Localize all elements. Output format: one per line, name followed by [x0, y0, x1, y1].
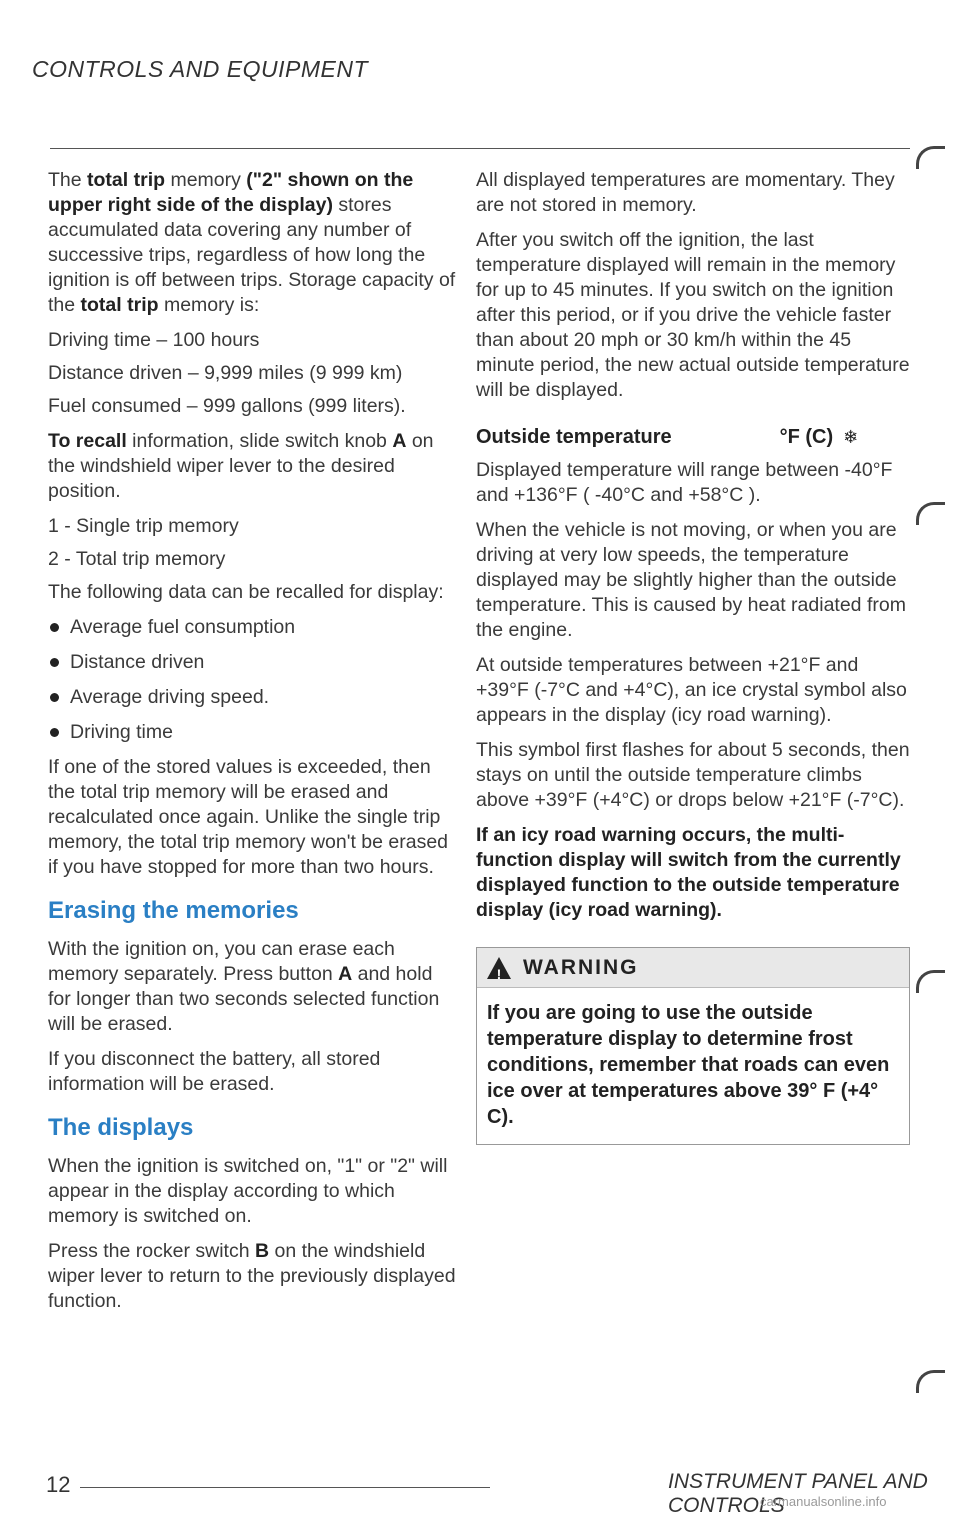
- text-span: on the windshield wiper lever to the desired position.: [48, 430, 434, 502]
- capacity-fuel: Fuel consumed – 999 gallons (999 liters).: [48, 395, 406, 417]
- temperature-units: °F (C): [779, 426, 834, 448]
- text-span: information, slide switch knob: [126, 430, 393, 452]
- warning-box: [476, 947, 910, 1145]
- capacity-distance: Distance driven – 9,999 miles (9 999 km): [48, 362, 403, 384]
- footer-title: INSTRUMENT PANEL AND CONTROLS: [668, 1470, 928, 1517]
- bold-term: To recall: [48, 430, 127, 452]
- rocker-paragraph: [48, 1239, 458, 1314]
- exceed-paragraph: If one of the stored values is exceeded, then the total trip memory will be erased and recalculated once again. Unlike the single trip memory, the total trip memory won't be erased if you have stopped for more than two hours.: [48, 756, 449, 878]
- recall-list: [48, 615, 458, 745]
- text-span: and hold for longer than two seconds selected function will be erased.: [48, 963, 440, 1035]
- erase-paragraph: [48, 937, 458, 1037]
- header-rule: [50, 148, 910, 149]
- page-number: 12: [46, 1472, 71, 1497]
- list-item: Driving time: [48, 720, 458, 745]
- memory-paragraph: After you switch off the ignition, the last temperature displayed will remain in the memory for up to 45 minutes. If you switch on the ignition after this period, or if you drive the vehicle faster than about 20 mph or 30 km/h within the 45 minute period, the new actual outside temperature will be displayed.: [476, 229, 910, 401]
- warning-label: WARNING: [523, 956, 639, 979]
- text-span: on the windshield wiper lever to return to the previously displayed function.: [48, 1240, 456, 1312]
- recall-list-intro: The following data can be recalled for display:: [48, 581, 444, 603]
- warning-body: If you are going to use the outside temperature display to determine frost conditions, remember that roads can even ice over at temperatures above 39° F (+4° C).: [487, 1002, 890, 1128]
- ice-paragraph: At outside temperatures between +21°F and +39°F (-7°C and +4°C), an ice crystal symbol also appears in the display (icy road warning).: [476, 654, 907, 726]
- recall-paragraph: [48, 429, 458, 504]
- bold-term: A: [392, 430, 407, 452]
- corner-mark: [916, 502, 945, 525]
- ice-crystal-icon: ❄: [843, 427, 859, 447]
- list-item: Average fuel consumption: [48, 615, 458, 640]
- flash-paragraph: This symbol first flashes for about 5 seconds, then stays on until the outside temperature climbs above +39°F (+4°C) or drops below +21°F (-7°C).: [476, 739, 910, 811]
- text-span: Press the rocker switch: [48, 1240, 255, 1262]
- option-total-trip: 2 - Total trip memory: [48, 548, 226, 570]
- displays-heading: The displays: [48, 1114, 194, 1141]
- text-span: The: [48, 169, 88, 191]
- warning-header: [477, 948, 909, 988]
- text-span: stores accumulated data covering any number of successive trips, regardless of how long the ignition is off between trips. Storage capacity of the: [48, 194, 456, 316]
- option-single-trip: 1 - Single trip memory: [48, 515, 239, 537]
- momentary-paragraph: All displayed temperatures are momentary. They are not stored in memory.: [476, 169, 895, 216]
- text-span: memory: [165, 169, 247, 191]
- bold-term: ("2" shown on the upper right side of the display): [48, 169, 414, 216]
- bold-term: total trip: [87, 169, 166, 191]
- warning-icon: !: [487, 957, 511, 979]
- outside-temperature-heading: [476, 425, 910, 450]
- moving-paragraph: When the vehicle is not moving, or when you are driving at very low speeds, the temperature displayed may be slightly higher than the outside temperature. This is caused by heat radiated from the engine.: [476, 519, 906, 641]
- heading-text: Outside temperature: [476, 426, 672, 448]
- bold-term: total trip: [80, 294, 159, 316]
- text-span: With the ignition on, you can erase each memory separately. Press button: [48, 938, 395, 985]
- displays-paragraph: When the ignition is switched on, "1" or "2" will appear in the display according to which memory is switched on.: [48, 1155, 448, 1227]
- total-trip-paragraph: [48, 168, 458, 318]
- running-header: CONTROLS AND EQUIPMENT: [32, 56, 369, 82]
- footer-rule: [80, 1487, 490, 1488]
- text-span: memory is:: [158, 294, 260, 316]
- battery-paragraph: If you disconnect the battery, all stored information will be erased.: [48, 1048, 381, 1095]
- left-column: [48, 168, 458, 1324]
- erasing-heading: Erasing the memories: [48, 897, 299, 924]
- list-item: Distance driven: [48, 650, 458, 675]
- bold-term: A: [338, 963, 353, 985]
- corner-mark: [916, 1370, 945, 1393]
- corner-mark: [916, 146, 945, 169]
- watermark: carmanualsonline.info: [760, 1494, 887, 1509]
- right-column: [476, 168, 910, 1145]
- bold-term: B: [254, 1240, 270, 1262]
- icy-warning-paragraph: If an icy road warning occurs, the multi-function display will switch from the currently displayed function to the outside temperature display (icy road warning).: [476, 824, 901, 921]
- list-item: Average driving speed.: [48, 685, 458, 710]
- capacity-driving-time: Driving time – 100 hours: [48, 329, 260, 351]
- range-paragraph: Displayed temperature will range between -40°F and +136°F ( -40°C and +58°C ).: [476, 459, 893, 506]
- corner-mark: [916, 970, 945, 993]
